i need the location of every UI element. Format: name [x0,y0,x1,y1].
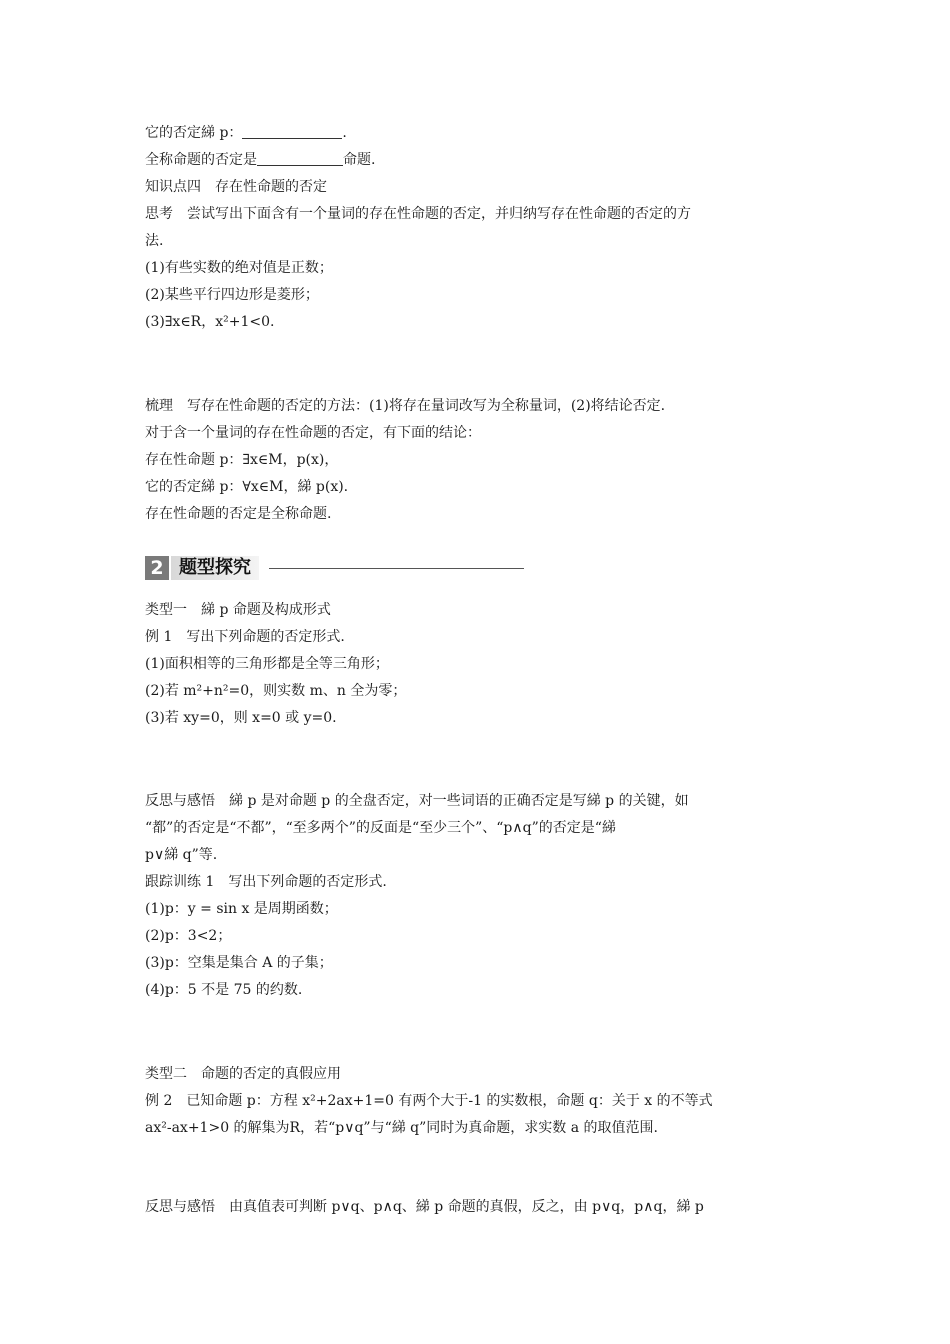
example-1: 例 1 写出下列命题的否定形式. [145,629,345,645]
practice-1: 跟踪训练 1 写出下列命题的否定形式. [145,874,387,890]
line-0-text: 它的否定綈 p： [145,125,243,141]
summary-conclusion: 存在性命题的否定是全称命题. [145,506,332,522]
example-2: 例 2 已知命题 p：方程 x²+2ax+1=0 有两个大于-1 的实数根，命题 q：关于 x 的不等式 [145,1093,713,1109]
line-1 [145,150,375,170]
example-2-cont: ax²-ax+1>0 的解集为R，若“p∨q”与“綈 q”同时为真命题，求实数 a 的取值范围. [145,1120,659,1136]
item-2: (2)某些平行四边形是菱形； [145,287,319,303]
practice-1-item-1: (1)p：y = sin x 是周期函数； [145,901,338,917]
existential-proposition: 存在性命题 p：∃x∈M，p(x)， [145,452,339,468]
line-1-tail: 命题. [343,152,376,168]
type-1-heading: 类型一 綈 p 命题及构成形式 [145,602,331,618]
example-1-item-3: (3)若 xy=0，则 x=0 或 y=0. [145,710,337,726]
knowledge-point-heading: 知识点四 存在性命题的否定 [145,179,327,195]
item-1: (1)有些实数的绝对值是正数； [145,260,333,276]
reflection-1-end: p∨綈 q”等. [145,847,218,863]
reflection-1-cont: “都”的否定是“不都”，“至多两个”的反面是“至少三个”、“p∧q”的否定是“綈 [145,820,616,836]
section-title: 题型探究 [179,557,251,578]
item-3: (3)∃x∈R，x²+1<0. [145,314,275,330]
think-prompt: 思考 尝试写出下面含有一个量词的存在性命题的否定，并归纳写存在性命题的否定的方 [145,206,691,222]
negation-statement: 它的否定綈 p：∀x∈M，綈 p(x). [145,479,349,495]
answer-blank [257,151,343,166]
reflection-1: 反思与感悟 綈 p 是对命题 p 的全盘否定，对一些词语的正确否定是写綈 p 的关键，如 [145,793,689,809]
line-1-text: 全称命题的否定是 [145,152,257,168]
practice-1-item-3: (3)p：空集是集合 A 的子集； [145,955,333,971]
think-prompt-cont: 法. [145,233,164,249]
practice-1-item-4: (4)p：5 不是 75 的约数. [145,982,303,998]
line-0 [145,123,347,143]
summary-intro: 对于含一个量词的存在性命题的否定，有下面的结论： [145,425,481,441]
practice-1-item-2: (2)p：3<2； [145,928,232,944]
section-header [145,556,525,580]
example-1-item-2: (2)若 m²+n²=0，则实数 m、n 全为零； [145,683,407,699]
summary-method: 梳理 写存在性命题的否定的方法：(1)将存在量词改写为全称量词，(2)将结论否定. [145,398,666,414]
reflection-2: 反思与感悟 由真值表可判断 p∨q、p∧q、綈 p 命题的真假，反之，由 p∨q，p∧q，綈 p [145,1199,704,1215]
line-0-tail: . [342,125,347,141]
answer-blank [242,124,342,139]
example-1-item-1: (1)面积相等的三角形都是全等三角形； [145,656,389,672]
section-number-badge: 2 [145,556,169,580]
section-divider [269,568,524,569]
type-2-heading: 类型二 命题的否定的真假应用 [145,1066,341,1082]
